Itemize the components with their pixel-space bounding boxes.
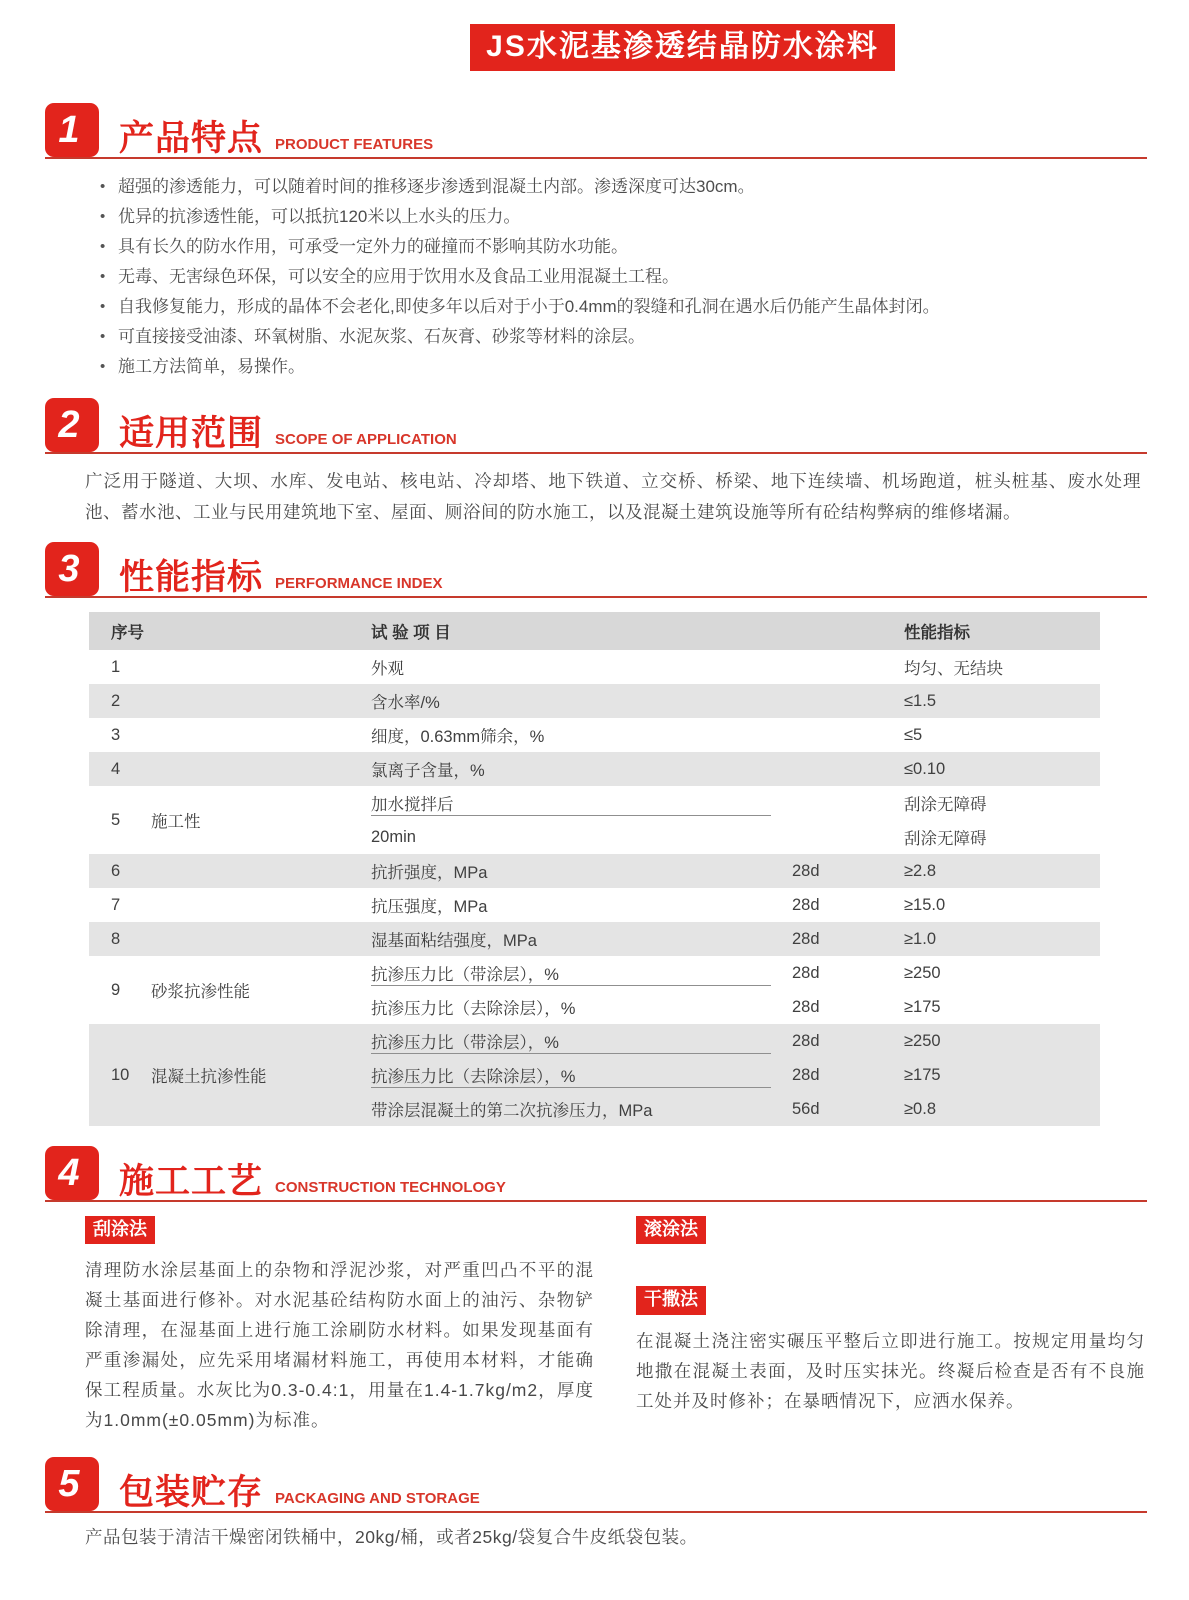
section-title: 产品特点 [119, 119, 264, 158]
bullet-item: • 超强的渗透能力，可以随着时间的推移逐步渗透到混凝土内部。渗透深度可达30cm。 [100, 172, 1144, 202]
table-row: 3 细度，0.63mm筛余，% ≤5 [111, 725, 923, 746]
table-row: 8 湿基面粘结强度，MPa 28d ≥1.0 [89, 922, 1100, 956]
table-row: 4 氯离子含量，% ≤0.10 [89, 752, 1100, 786]
method-badge-scrape: 刮涂法 [85, 1216, 155, 1244]
section-header-construction [45, 1146, 1147, 1202]
section-number-badge: 3 [45, 542, 99, 596]
table-row: 6 抗折强度，MPa 28d ≥2.8 [89, 854, 1100, 888]
section-header-performance [45, 542, 1147, 598]
table-row: 9 砂浆抗渗性能 抗渗压力比（带涂层），% 28d ≥250 抗渗压力比（去除涂层），% 28d ≥175 [89, 956, 1100, 1024]
scope-paragraph: 广泛用于隧道、大坝、水库、发电站、核电站、冷却塔、地下铁道、立交桥、桥梁、地下连续墙、机场跑道，桩头桩基、废水处理池、蓄水池、工业与民用建筑地下室、屋面、厕浴间的防水施工，以及混凝土建筑设施等所有砼结构弊病的维修堵漏。 [85, 471, 1141, 522]
section-number-badge: 4 [45, 1146, 99, 1200]
section-title: 适用范围 [119, 414, 264, 453]
section-number-badge: 2 [45, 398, 99, 452]
table-row: 5 施工性 加水搅拌后 刮涂无障碍 20min 刮涂无障碍 [89, 786, 1100, 854]
header-index: 性能指标 [904, 624, 970, 642]
bullet-item: • 可直接接受油漆、环氧树脂、水泥灰浆、石灰膏、砂浆等材料的涂层。 [100, 322, 1144, 352]
section-header-features [45, 103, 1147, 159]
method-text-scrape: 清理防水涂层基面上的杂物和浮泥沙浆，对严重凹凸不平的混凝土基面进行修补。对水泥基砼结构防水面上的油污、杂物铲除清理，在湿基面上进行施工涂刷防水材料。如果发现基面有严重渗漏处，应先采用堵漏材料施工，再使用本材料，才能确保工程质量。水灰比为0.3-0.4:1，用量在1.4-1.7kg/m2，厚度为1.0mm(±0.05mm)为标准。 [85, 1260, 594, 1431]
section-subtitle: SCOPE OF APPLICATION [275, 431, 457, 448]
feature-bullet-list [100, 172, 1144, 382]
section-number-badge: 5 [45, 1457, 99, 1511]
section-subtitle: PRODUCT FEATURES [275, 136, 434, 153]
section-subtitle: PACKAGING AND STORAGE [275, 1490, 480, 1508]
page-title: JS水泥基渗透结晶防水涂料 [470, 24, 895, 71]
section-number-badge: 1 [45, 103, 99, 157]
table-row: 1 外观 均匀、无结块 [111, 657, 1003, 678]
bullet-item: • 自我修复能力，形成的晶体不会老化,即使多年以后对于小于0.4mm的裂缝和孔洞在遇水后仍能产生晶体封闭。 [100, 292, 1144, 322]
banner-row [0, 0, 1189, 71]
packaging-text: 产品包装于清洁干燥密闭铁桶中，20kg/桶，或者25kg/袋复合牛皮纸袋包装。 [85, 1527, 698, 1548]
section-title: 包装贮存 [119, 1473, 264, 1513]
bullet-item: • 优异的抗渗透性能，可以抵抗120米以上水头的压力。 [100, 202, 1144, 232]
method-badge-dry: 干撒法 [636, 1286, 706, 1314]
section-title: 施工工艺 [119, 1162, 264, 1201]
header-item: 试 验 项 目 [371, 624, 451, 642]
table-row: 2 含水率/% ≤1.5 [89, 684, 1100, 718]
bullet-item: • 无毒、无害绿色环保，可以安全的应用于饮用水及食品工业用混凝土工程。 [100, 262, 1144, 292]
section-header-packaging [45, 1457, 1147, 1513]
table-row: 7 抗压强度，MPa 28d ≥15.0 [111, 895, 946, 916]
section-subtitle: CONSTRUCTION TECHNOLOGY [275, 1179, 506, 1196]
bullet-item: • 施工方法简单，易操作。 [100, 352, 1144, 382]
section-header-scope [45, 398, 1147, 454]
method-badge-roll: 滚涂法 [636, 1216, 706, 1244]
performance-table [89, 612, 1100, 1126]
method-column-right [636, 1216, 1145, 1435]
construction-methods [85, 1216, 1145, 1435]
section-title: 性能指标 [119, 558, 264, 597]
bullet-item: • 具有长久的防水作用，可承受一定外力的碰撞而不影响其防水功能。 [100, 232, 1144, 262]
table-header-row [89, 612, 1100, 650]
method-text-dry: 在混凝土浇注密实碾压平整后立即进行施工。按规定用量均匀地撒在混凝土表面，及时压实抹光。终凝后检查是否有不良施工处并及时修补；在暴晒情况下，应洒水保养。 [636, 1330, 1145, 1411]
table-row: 10 混凝土抗渗性能 抗渗压力比（带涂层），% 28d ≥250 抗渗压力比（去除涂层），% 28d ≥175 带涂层混凝土的第二次抗渗压力，MPa 56d ≥0.8 [89, 1024, 1100, 1126]
method-column-left [85, 1216, 594, 1435]
header-seq: 序号 [111, 624, 144, 642]
section-subtitle: PERFORMANCE INDEX [275, 575, 443, 592]
